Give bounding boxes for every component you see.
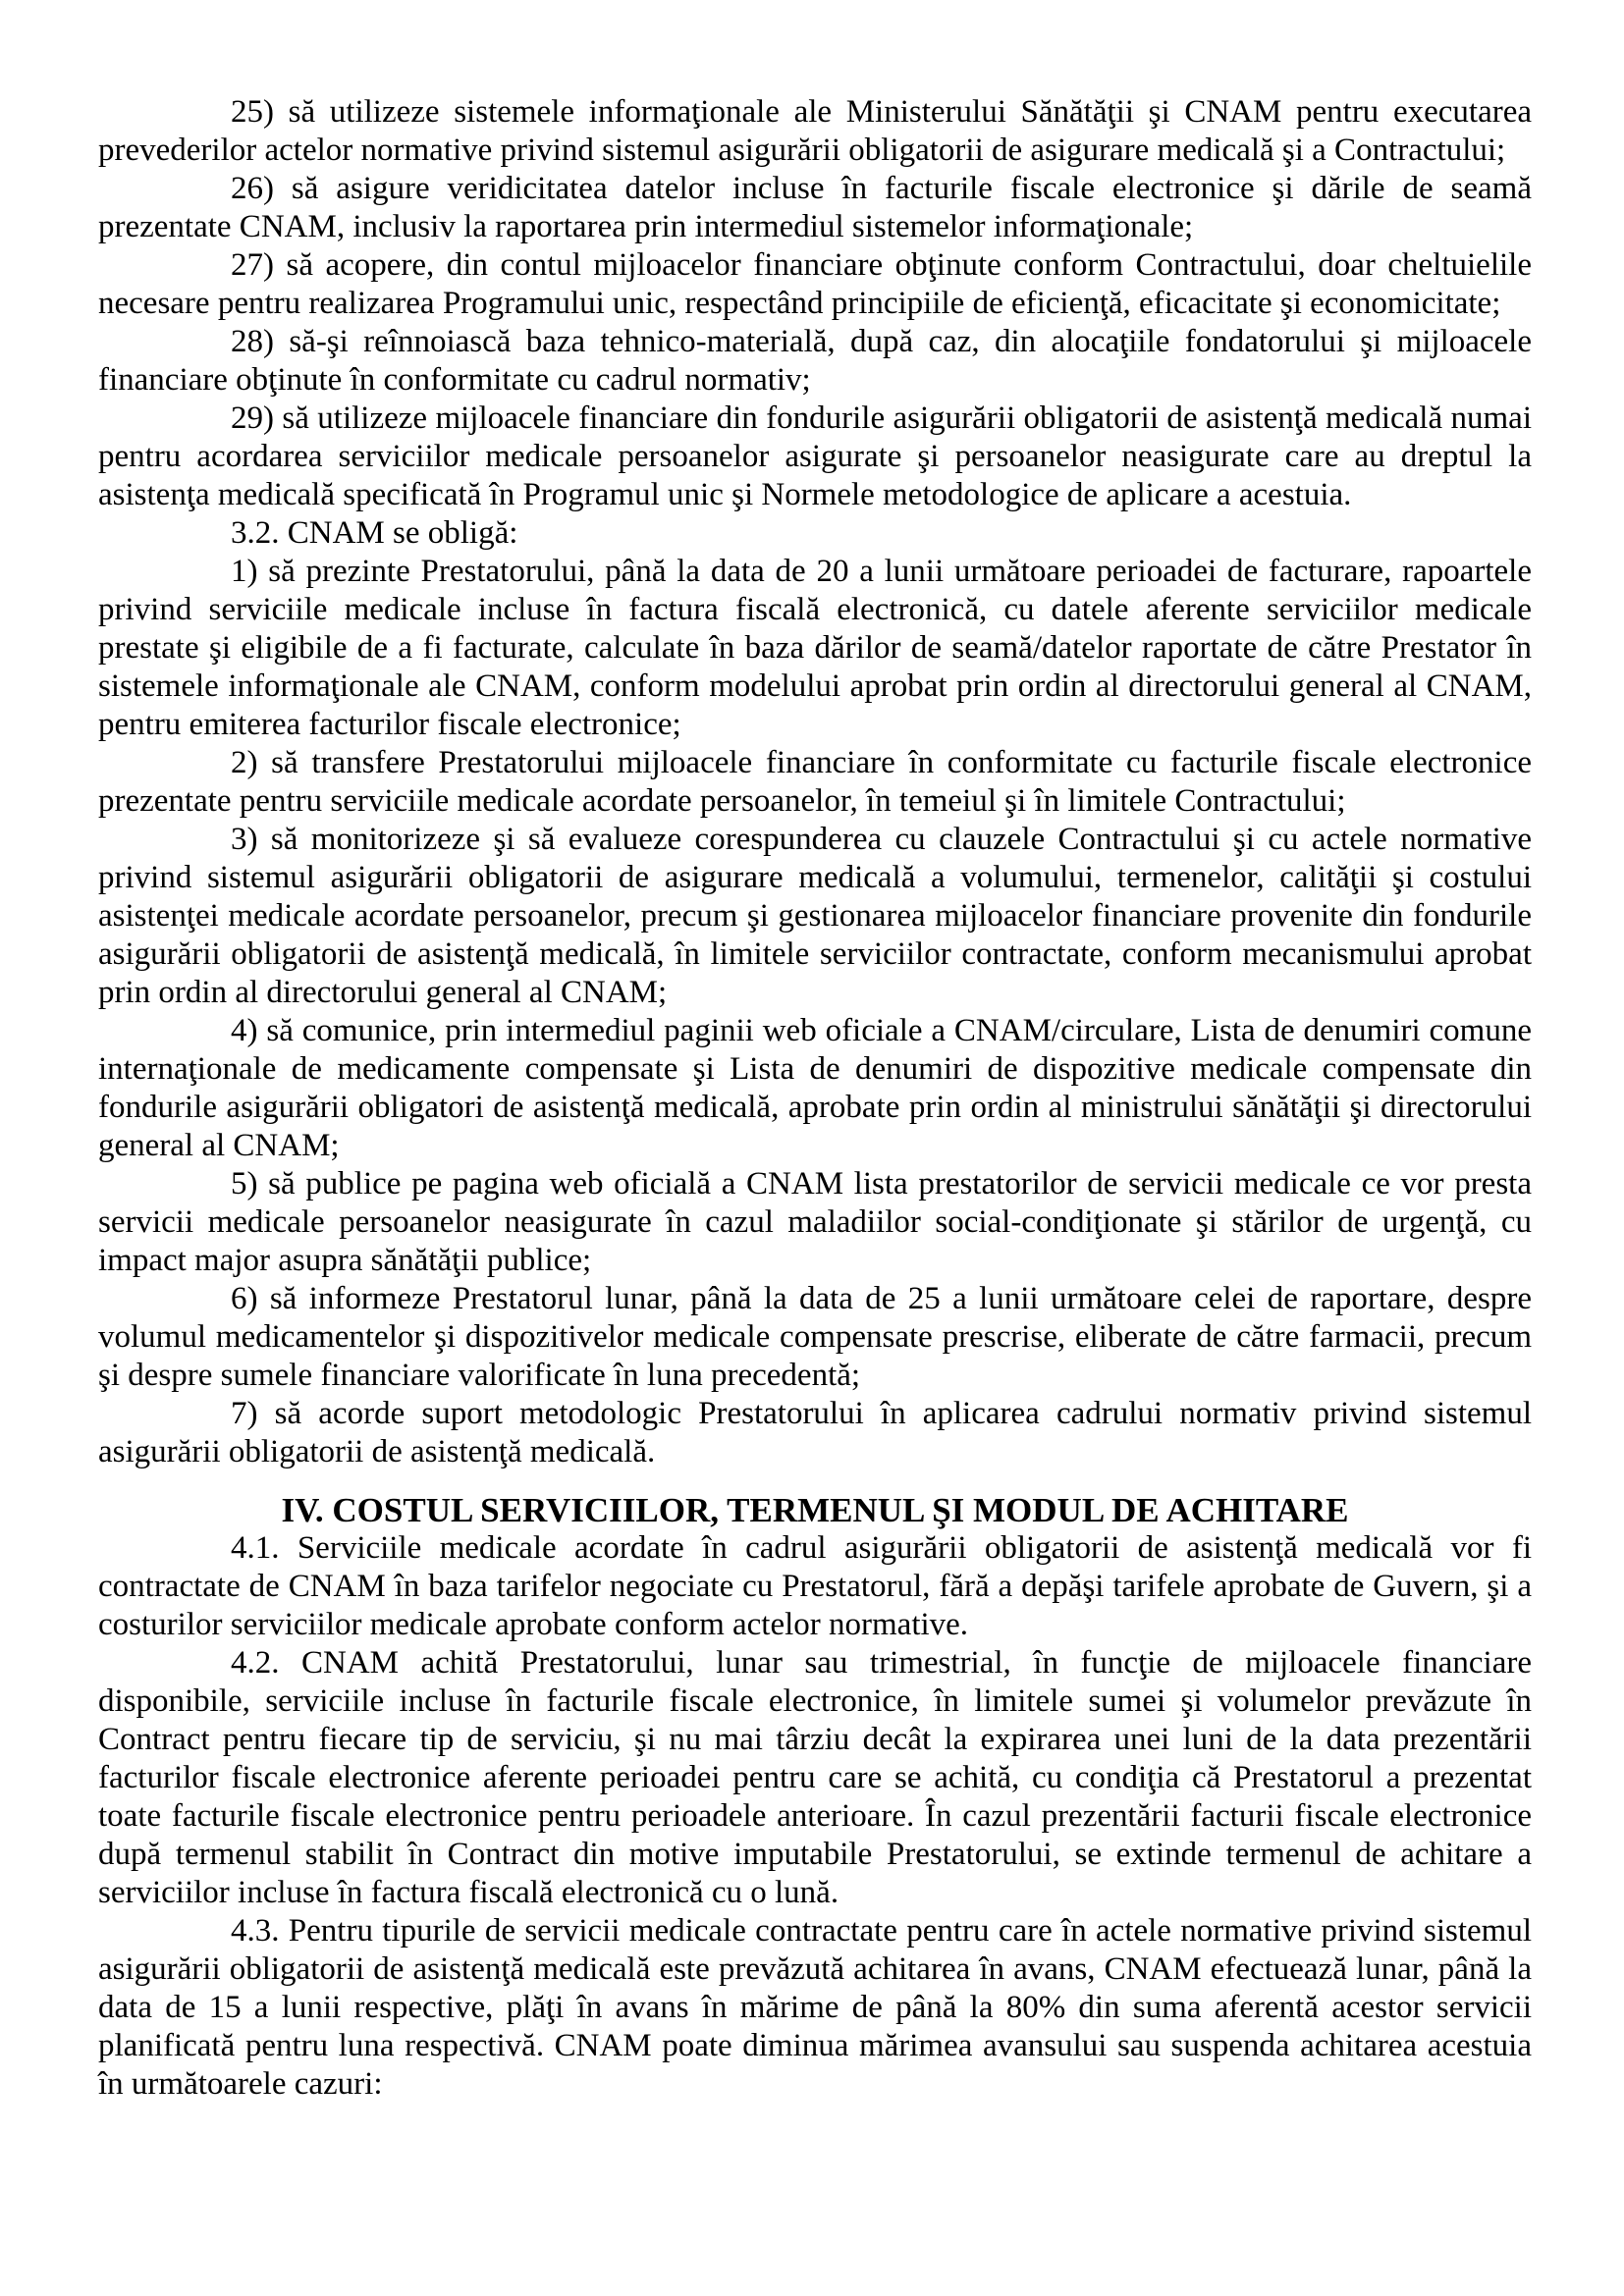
clause-item-2: 2) să transfere Prestatorului mijloacele financiare în conformitate cu facturile fiscale electronice prezentate pentru serviciile medicale acordate persoanelor, în temeiul şi în limitele Contractului; <box>98 745 1532 819</box>
clause-item-3: 3) să monitorizeze şi să evalueze corespunderea cu clauzele Contractului şi cu actele normative privind sistemul asigurării obligatorii de asigurare medicală a volumului, termenelor, calităţii şi costului asistenţei medicale acordate persoanelor, precum şi gestionarea mijloacelor financiare provenite din fondurile asigurării obligatorii de asistenţă medicală, în limitele serviciilor contractate, conform mecanismului aprobat prin ordin al directorului general al CNAM; <box>98 822 1532 1010</box>
clause-item-27: 27) să acopere, din contul mijloacelor financiare obţinute conform Contractului, doar cheltuielile necesare pentru realizarea Programului unic, respectând principiile de eficienţă, eficacitate şi economicitate; <box>98 247 1532 321</box>
clause-item-1: 1) să prezinte Prestatorului, până la data de 20 a lunii următoare perioadei de facturare, rapoartele privind serviciile medicale incluse în factura fiscală electronică, cu datele aferente serviciilor medicale prestate şi eligibile de a fi facturate, calculate în baza dărilor de seamă/datelor raportate de către Prestator în sistemele informaţionale ale CNAM, conform modelului aprobat prin ordin al directorului general al CNAM, pentru emiterea facturilor fiscale electronice; <box>98 554 1532 742</box>
clause-item-25: 25) să utilizeze sistemele informaţionale ale Ministerului Sănătăţii şi CNAM pentru executarea prevederilor actelor normative privind sistemul asigurării obligatorii de asigurare medicală şi a Contractului; <box>98 94 1532 168</box>
clause-item-28: 28) să-şi reînnoiască baza tehnico-materială, după caz, din alocaţiile fondatorului şi mijloacele financiare obţinute în conformitate cu cadrul normativ; <box>98 324 1532 398</box>
clause-item-29: 29) să utilizeze mijloacele financiare din fondurile asigurării obligatorii de asistenţă medicală numai pentru acordarea serviciilor medicale persoanelor asigurate şi persoanelor neasigurate care au dreptul la asistenţa medicală specificată în Programul unic şi Normele metodologice de aplicare a acestuia. <box>98 400 1532 512</box>
clause-item-4: 4) să comunice, prin intermediul paginii web oficiale a CNAM/circulare, Lista de denumiri comune internaţionale de medicamente compensate şi Lista de denumiri de dispozitive medicale compensate din fondurile asigurării obligatori de asistenţă medicală, aprobate prin ordin al ministrului sănătăţii şi directorului general al CNAM; <box>98 1013 1532 1163</box>
clause-item-6: 6) să informeze Prestatorul lunar, până la data de 25 a lunii următoare celei de raportare, despre volumul medicamentelor şi dispozitivelor medicale compensate prescrise, eliberate de către farmacii, precum şi despre sumele financiare valorificate în luna precedentă; <box>98 1281 1532 1393</box>
clause-item-26: 26) să asigure veridicitatea datelor incluse în facturile fiscale electronice şi dările de seamă prezentate CNAM, inclusiv la raportarea prin intermediul sistemelor informaţionale; <box>98 171 1532 244</box>
clause-item-7: 7) să acorde suport metodologic Prestatorului în aplicarea cadrului normativ privind sistemul asigurării obligatorii de asistenţă medicală. <box>98 1396 1532 1469</box>
section-iv-heading: IV. COSTUL SERVICIILOR, TERMENUL ŞI MODUL DE ACHITARE <box>281 1491 1349 1529</box>
clause-4-2: 4.2. CNAM achită Prestatorului, lunar sau trimestrial, în funcţie de mijloacele financiare disponibile, serviciile incluse în facturile fiscale electronice, în limitele sumei şi volumelor prevăzute în Contract pentru fiecare tip de serviciu, şi nu mai târziu decât la expirarea unei luni de la data prezentării facturilor fiscale electronice aferente perioadei pentru care se achită, cu condiţia că Prestatorul a prezentat toate facturile fiscale electronice pentru perioadele anterioare. În cazul prezentării facturii fiscale electronice după termenul stabilit în Contract din motive imputabile Prestatorului, se extinde termenul de achitare a serviciilor incluse în factura fiscală electronică cu o lună. <box>98 1645 1532 1910</box>
clause-4-3: 4.3. Pentru tipurile de servicii medicale contractate pentru care în actele normative privind sistemul asigurării obligatorii de asistenţă medicală este prevăzută achitarea în avans, CNAM efectuează lunar, până la data de 15 a lunii respective, plăţi în avans în mărime de până la 80% din suma aferentă acestor servicii planificată pentru luna respectivă. CNAM poate diminua mărimea avansului sau suspenda achitarea acestuia în următoarele cazuri: <box>98 1913 1532 2102</box>
clause-4-1: 4.1. Serviciile medicale acordate în cadrul asigurării obligatorii de asistenţă medicală vor fi contractate de CNAM în baza tarifelor negociate cu Prestatorul, fără a depăşi tarifele aprobate de Guvern, şi a costurilor serviciilor medicale aprobate conform actelor normative. <box>98 1530 1532 1642</box>
clause-item-5: 5) să publice pe pagina web oficială a CNAM lista prestatorilor de servicii medicale ce vor presta servicii medicale persoanelor neasigurate în cazul maladiilor social-condiţionate şi stărilor de urgenţă, cu impact major asupra sănătăţii publice; <box>98 1166 1532 1278</box>
clause-3-2-intro: 3.2. CNAM se obligă: <box>231 515 518 551</box>
